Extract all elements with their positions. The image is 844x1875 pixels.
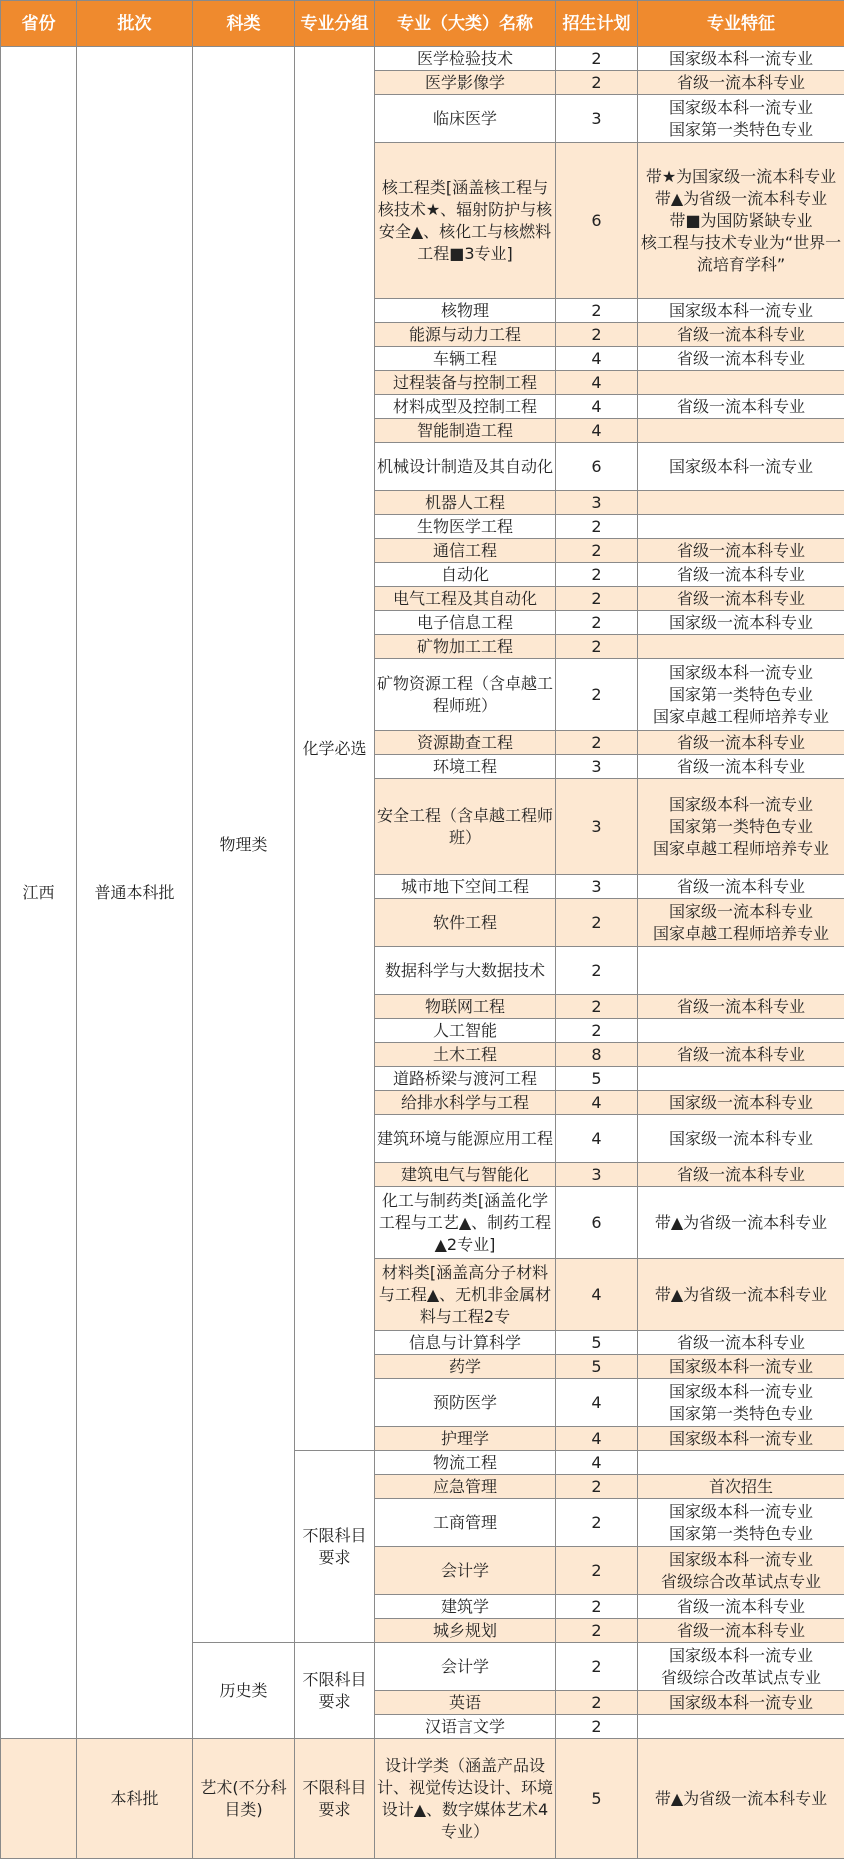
major-name-cell: 通信工程 (375, 539, 556, 563)
plan-cell: 2 (556, 515, 638, 539)
header-plan: 招生计划 (556, 1, 638, 47)
major-name-cell: 人工智能 (375, 1019, 556, 1043)
plan-cell: 2 (556, 947, 638, 995)
feature-cell: 省级一流本科专业 (638, 995, 844, 1019)
major-name-cell: 电气工程及其自动化 (375, 587, 556, 611)
major-name-cell: 电子信息工程 (375, 611, 556, 635)
plan-cell: 4 (556, 371, 638, 395)
plan-cell: 4 (556, 1379, 638, 1427)
feature-cell: 省级一流本科专业 (638, 71, 844, 95)
feature-cell: 省级一流本科专业 (638, 1595, 844, 1619)
major-name-cell: 矿物资源工程（含卓越工程师班） (375, 659, 556, 731)
major-name-cell: 矿物加工工程 (375, 635, 556, 659)
plan-cell: 2 (556, 1643, 638, 1691)
major-name-cell: 机器人工程 (375, 491, 556, 515)
category-cell: 艺术(不分科目类) (193, 1739, 295, 1859)
plan-cell: 2 (556, 299, 638, 323)
feature-cell: 省级一流本科专业 (638, 539, 844, 563)
plan-cell: 2 (556, 1619, 638, 1643)
feature-cell: 国家级本科一流专业 (638, 47, 844, 71)
category-cell: 历史类 (193, 1643, 295, 1739)
header-group: 专业分组 (295, 1, 375, 47)
plan-cell: 4 (556, 347, 638, 371)
category-cell: 物理类 (193, 47, 295, 1643)
feature-cell: 首次招生 (638, 1475, 844, 1499)
major-name-cell: 道路桥梁与渡河工程 (375, 1067, 556, 1091)
major-name-cell: 建筑电气与智能化 (375, 1163, 556, 1187)
feature-cell: 国家级本科一流专业 (638, 1427, 844, 1451)
plan-cell: 2 (556, 1547, 638, 1595)
plan-cell: 5 (556, 1355, 638, 1379)
feature-cell (638, 635, 844, 659)
major-name-cell: 化工与制药类[涵盖化学工程与工艺▲、制药工程▲2专业] (375, 1187, 556, 1259)
feature-cell: 国家级一流本科专业 (638, 1115, 844, 1163)
header-feature: 专业特征 (638, 1, 844, 47)
feature-cell (638, 1067, 844, 1091)
plan-cell: 4 (556, 395, 638, 419)
feature-cell: 国家级本科一流专业 (638, 1355, 844, 1379)
plan-cell: 6 (556, 1187, 638, 1259)
plan-cell: 3 (556, 1163, 638, 1187)
feature-cell: 省级一流本科专业 (638, 1331, 844, 1355)
feature-cell: 省级一流本科专业 (638, 731, 844, 755)
feature-cell: 省级一流本科专业 (638, 755, 844, 779)
feature-cell: 国家级本科一流专业 国家第一类特色专业 (638, 1499, 844, 1547)
feature-cell (638, 491, 844, 515)
plan-cell: 2 (556, 899, 638, 947)
group-cell: 不限科目要求 (295, 1451, 375, 1643)
major-name-cell: 城市地下空间工程 (375, 875, 556, 899)
plan-cell: 5 (556, 1067, 638, 1091)
feature-cell: 省级一流本科专业 (638, 1163, 844, 1187)
major-name-cell: 医学检验技术 (375, 47, 556, 71)
major-name-cell: 物联网工程 (375, 995, 556, 1019)
plan-cell: 2 (556, 1691, 638, 1715)
plan-cell: 2 (556, 587, 638, 611)
major-name-cell: 汉语言文学 (375, 1715, 556, 1739)
group-cell: 化学必选 (295, 47, 375, 1451)
plan-cell: 4 (556, 1427, 638, 1451)
plan-cell: 5 (556, 1331, 638, 1355)
plan-cell: 2 (556, 635, 638, 659)
plan-cell: 3 (556, 875, 638, 899)
plan-cell: 2 (556, 995, 638, 1019)
plan-cell: 2 (556, 71, 638, 95)
feature-cell: 国家级本科一流专业 国家第一类特色专业 国家卓越工程师培养专业 (638, 659, 844, 731)
major-name-cell: 护理学 (375, 1427, 556, 1451)
feature-cell: 国家级本科一流专业 国家第一类特色专业 (638, 1379, 844, 1427)
header-province: 省份 (1, 1, 77, 47)
header-row (1, 1, 844, 47)
major-name-cell: 过程装备与控制工程 (375, 371, 556, 395)
plan-cell: 4 (556, 1091, 638, 1115)
feature-cell: 省级一流本科专业 (638, 587, 844, 611)
major-name-cell: 预防医学 (375, 1379, 556, 1427)
major-name-cell: 核物理 (375, 299, 556, 323)
feature-cell (638, 1451, 844, 1475)
feature-cell: 国家级本科一流专业 国家第一类特色专业 (638, 95, 844, 143)
major-name-cell: 能源与动力工程 (375, 323, 556, 347)
major-name-cell: 材料成型及控制工程 (375, 395, 556, 419)
feature-cell: 省级一流本科专业 (638, 1043, 844, 1067)
plan-cell: 2 (556, 1499, 638, 1547)
major-name-cell: 机械设计制造及其自动化 (375, 443, 556, 491)
feature-cell: 国家级本科一流专业 省级综合改革试点专业 (638, 1643, 844, 1691)
major-name-cell: 软件工程 (375, 899, 556, 947)
feature-cell: 带▲为省级一流本科专业 (638, 1187, 844, 1259)
plan-cell: 4 (556, 1259, 638, 1331)
plan-cell: 2 (556, 1019, 638, 1043)
plan-cell: 3 (556, 779, 638, 875)
province-cell (1, 1739, 77, 1859)
major-name-cell: 会计学 (375, 1643, 556, 1691)
plan-cell: 2 (556, 47, 638, 71)
major-name-cell: 自动化 (375, 563, 556, 587)
feature-cell: 省级一流本科专业 (638, 563, 844, 587)
feature-cell: 省级一流本科专业 (638, 347, 844, 371)
plan-cell: 4 (556, 1115, 638, 1163)
major-name-cell: 城乡规划 (375, 1619, 556, 1643)
feature-cell: 带▲为省级一流本科专业 (638, 1739, 844, 1859)
plan-cell: 2 (556, 539, 638, 563)
major-name-cell: 环境工程 (375, 755, 556, 779)
major-name-cell: 建筑学 (375, 1595, 556, 1619)
feature-cell: 国家级一流本科专业 (638, 1091, 844, 1115)
plan-cell: 5 (556, 1739, 638, 1859)
feature-cell: 省级一流本科专业 (638, 323, 844, 347)
header-major: 专业（大类）名称 (375, 1, 556, 47)
major-name-cell: 物流工程 (375, 1451, 556, 1475)
header-category: 科类 (193, 1, 295, 47)
major-name-cell: 信息与计算科学 (375, 1331, 556, 1355)
header-batch: 批次 (77, 1, 193, 47)
plan-cell: 2 (556, 659, 638, 731)
major-name-cell: 土木工程 (375, 1043, 556, 1067)
feature-cell (638, 419, 844, 443)
plan-cell: 4 (556, 1451, 638, 1475)
plan-cell: 3 (556, 95, 638, 143)
major-name-cell: 安全工程（含卓越工程师班） (375, 779, 556, 875)
feature-cell (638, 1715, 844, 1739)
feature-cell: 国家级本科一流专业 (638, 443, 844, 491)
major-name-cell: 医学影像学 (375, 71, 556, 95)
plan-cell: 2 (556, 1475, 638, 1499)
plan-cell: 4 (556, 419, 638, 443)
feature-cell (638, 371, 844, 395)
feature-cell (638, 515, 844, 539)
plan-cell: 2 (556, 563, 638, 587)
plan-cell: 6 (556, 143, 638, 299)
major-name-cell: 材料类[涵盖高分子材料与工程▲、无机非金属材料与工程2专 (375, 1259, 556, 1331)
plan-cell: 8 (556, 1043, 638, 1067)
table-row (1, 1739, 844, 1859)
major-name-cell: 数据科学与大数据技术 (375, 947, 556, 995)
feature-cell: 国家级本科一流专业 国家第一类特色专业 国家卓越工程师培养专业 (638, 779, 844, 875)
feature-cell: 国家级本科一流专业 (638, 1691, 844, 1715)
feature-cell (638, 947, 844, 995)
major-name-cell: 会计学 (375, 1547, 556, 1595)
plan-cell: 2 (556, 611, 638, 635)
major-name-cell: 工商管理 (375, 1499, 556, 1547)
major-name-cell: 车辆工程 (375, 347, 556, 371)
feature-cell (638, 1019, 844, 1043)
plan-cell: 3 (556, 755, 638, 779)
plan-cell: 2 (556, 323, 638, 347)
major-name-cell: 建筑环境与能源应用工程 (375, 1115, 556, 1163)
feature-cell: 省级一流本科专业 (638, 875, 844, 899)
feature-cell: 国家级本科一流专业 (638, 299, 844, 323)
plan-cell: 2 (556, 1715, 638, 1739)
major-name-cell: 智能制造工程 (375, 419, 556, 443)
major-name-cell: 英语 (375, 1691, 556, 1715)
feature-cell: 省级一流本科专业 (638, 1619, 844, 1643)
table-row (1, 47, 844, 71)
major-name-cell: 核工程类[涵盖核工程与核技术★、辐射防护与核安全▲、核化工与核燃料工程■3专业] (375, 143, 556, 299)
major-name-cell: 设计学类（涵盖产品设计、视觉传达设计、环境设计▲、数字媒体艺术4专业） (375, 1739, 556, 1859)
major-name-cell: 生物医学工程 (375, 515, 556, 539)
plan-cell: 3 (556, 491, 638, 515)
province-cell: 江西 (1, 47, 77, 1739)
plan-cell: 2 (556, 1595, 638, 1619)
batch-cell: 本科批 (77, 1739, 193, 1859)
major-name-cell: 应急管理 (375, 1475, 556, 1499)
major-name-cell: 临床医学 (375, 95, 556, 143)
major-name-cell: 给排水科学与工程 (375, 1091, 556, 1115)
group-cell: 不限科目要求 (295, 1739, 375, 1859)
feature-cell: 带★为国家级一流本科专业 带▲为省级一流本科专业 带■为国防紧缺专业 核工程与技术专业为“世界一流培育学科” (638, 143, 844, 299)
feature-cell: 国家级一流本科专业 (638, 611, 844, 635)
feature-cell: 省级一流本科专业 (638, 395, 844, 419)
group-cell: 不限科目要求 (295, 1643, 375, 1739)
major-name-cell: 药学 (375, 1355, 556, 1379)
plan-cell: 6 (556, 443, 638, 491)
plan-cell: 2 (556, 731, 638, 755)
feature-cell: 国家级本科一流专业 省级综合改革试点专业 (638, 1547, 844, 1595)
feature-cell: 带▲为省级一流本科专业 (638, 1259, 844, 1331)
batch-cell: 普通本科批 (77, 47, 193, 1739)
major-name-cell: 资源勘查工程 (375, 731, 556, 755)
feature-cell: 国家级一流本科专业 国家卓越工程师培养专业 (638, 899, 844, 947)
